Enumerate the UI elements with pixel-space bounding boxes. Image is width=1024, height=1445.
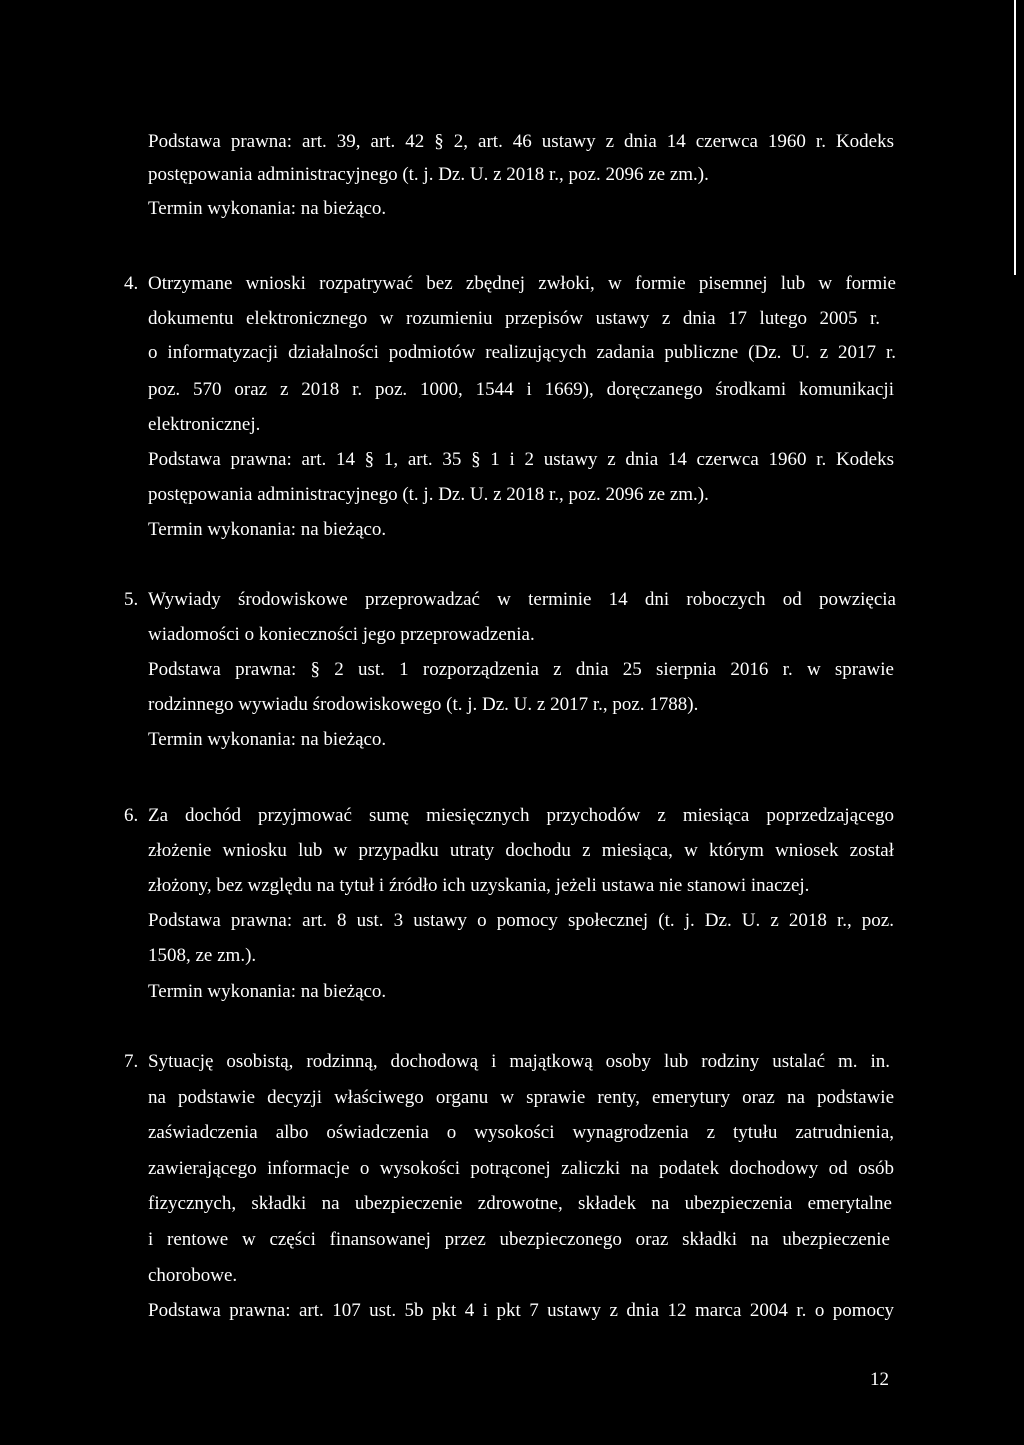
text-line: fizycznych, składki na ubezpieczenie zdrowotne, składek na ubezpieczenia emerytalne (148, 1193, 892, 1214)
paragraph-number: 4. (124, 273, 139, 294)
text-line: Podstawa prawna: art. 8 ust. 3 ustawy o pomocy społecznej (t. j. Dz. U. z 2018 r., poz. (148, 910, 894, 931)
text-line: poz. 570 oraz z 2018 r. poz. 1000, 1544 i 1669), doręczanego środkami komunikacji (148, 379, 894, 400)
text-line: złożony, bez względu na tytuł i źródło ich uzyskania, jeżeli ustawa nie stanowi inaczej. (148, 875, 810, 896)
text-line: Termin wykonania: na bieżąco. (148, 729, 387, 750)
page-edge-line (1014, 0, 1016, 275)
text-line: postępowania administracyjnego (t. j. Dz. U. z 2018 r., poz. 2096 ze zm.). (148, 484, 709, 505)
text-line: Sytuację osobistą, rodzinną, dochodową i majątkową osoby lub rodziny ustalać m. in. (148, 1051, 890, 1072)
text-line: Podstawa prawna: art. 14 § 1, art. 35 § 1 i 2 ustawy z dnia 14 czerwca 1960 r. Kodeks (148, 449, 894, 470)
paragraph-number: 5. (124, 589, 139, 610)
text-line: dokumentu elektronicznego w rozumieniu przepisów ustawy z dnia 17 lutego 2005 r. (148, 308, 880, 329)
text-line: wiadomości o konieczności jego przeprowadzenia. (148, 624, 535, 645)
paragraph-number: 7. (124, 1051, 139, 1072)
paragraph-number: 6. (124, 805, 139, 826)
text-line: Podstawa prawna: art. 39, art. 42 § 2, art. 46 ustawy z dnia 14 czerwca 1960 r. Kodeks (148, 131, 894, 152)
text-line: Podstawa prawna: § 2 ust. 1 rozporządzenia z dnia 25 sierpnia 2016 r. w sprawie (148, 659, 894, 680)
text-line: złożenie wniosku lub w przypadku utraty dochodu z miesiąca, w którym wniosek został (148, 840, 894, 861)
text-line: Wywiady środowiskowe przeprowadzać w terminie 14 dni roboczych od powzięcia (148, 589, 896, 610)
text-line: 1508, ze zm.). (148, 945, 257, 966)
text-line: Termin wykonania: na bieżąco. (148, 519, 387, 540)
text-line: chorobowe. (148, 1265, 238, 1286)
text-line: Za dochód przyjmować sumę miesięcznych przychodów z miesiąca poprzedzającego (148, 805, 894, 826)
text-line: elektronicznej. (148, 414, 261, 435)
text-line: postępowania administracyjnego (t. j. Dz. U. z 2018 r., poz. 2096 ze zm.). (148, 164, 709, 185)
text-line: zawierającego informacje o wysokości potrąconej zaliczki na podatek dochodowy od osób (148, 1158, 894, 1179)
text-line: zaświadczenia albo oświadczenia o wysokości wynagrodzenia z tytułu zatrudnienia, (148, 1122, 894, 1143)
text-line: Otrzymane wnioski rozpatrywać bez zbędnej zwłoki, w formie pisemnej lub w formie (148, 273, 896, 294)
text-line: Termin wykonania: na bieżąco. (148, 198, 387, 219)
page-number: 12 (870, 1369, 889, 1390)
text-line: o informatyzacji działalności podmiotów realizujących zadania publiczne (Dz. U. z 2017 r. (148, 342, 896, 363)
text-line: i rentowe w części finansowanej przez ubezpieczonego oraz składki na ubezpieczenie (148, 1229, 890, 1250)
text-line: rodzinnego wywiadu środowiskowego (t. j. Dz. U. z 2017 r., poz. 1788). (148, 694, 699, 715)
text-line: Podstawa prawna: art. 107 ust. 5b pkt 4 i pkt 7 ustawy z dnia 12 marca 2004 r. o pomocy (148, 1300, 894, 1321)
text-line: na podstawie decyzji właściwego organu w sprawie renty, emerytury oraz na podstawie (148, 1087, 894, 1108)
text-line: Termin wykonania: na bieżąco. (148, 981, 387, 1002)
